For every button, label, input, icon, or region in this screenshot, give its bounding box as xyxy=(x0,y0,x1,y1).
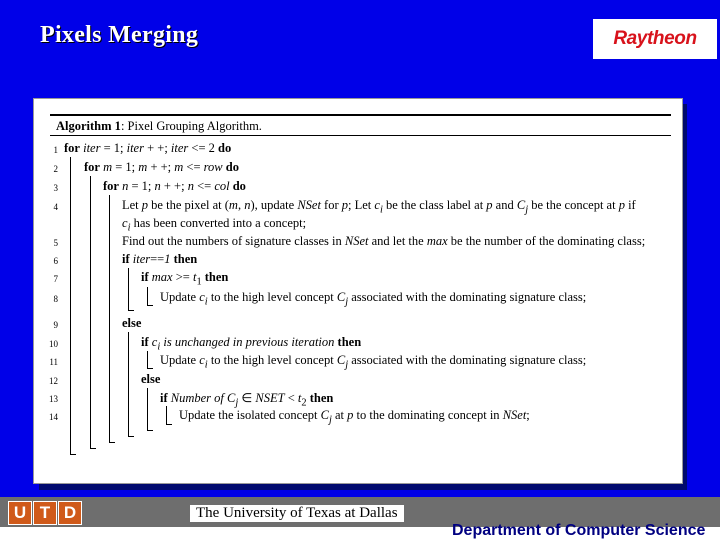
line-number: 7 xyxy=(53,274,58,284)
block-line-if-max xyxy=(147,287,148,305)
code-line-4: Let p be the pixel at (m, n), update NSet for p; Let $c_i$ be the class label at p and $C_j$ be the concept at p if xyxy=(122,198,636,216)
block-end-if-number xyxy=(166,424,172,425)
block-line-if-number xyxy=(166,406,167,424)
block-end-if-unchanged xyxy=(147,368,153,369)
block-end-for-iter xyxy=(70,454,76,455)
algorithm-title xyxy=(56,119,262,134)
top-rule xyxy=(50,114,671,116)
block-line-for-m xyxy=(90,176,91,448)
algorithm-label: Algorithm 1 xyxy=(56,119,121,133)
utd-logo-letter: D xyxy=(58,501,82,525)
university-name: The University of Texas at Dallas xyxy=(190,505,404,522)
code-line-5: Find out the numbers of signature classes in NSet and let the max be the number of the dominating class; xyxy=(122,234,646,248)
block-line-if-unchanged xyxy=(147,351,148,368)
code-line-9: else xyxy=(122,316,142,330)
code-line-10: if $c_i$ is unchanged in previous iteration then xyxy=(141,335,362,353)
line-number: 8 xyxy=(53,294,58,304)
line-number: 12 xyxy=(49,376,58,386)
code-line-2: for m = 1; m + +; m <= row do xyxy=(84,160,239,174)
department-name: Department of Computer Science xyxy=(452,522,706,539)
line-number: 9 xyxy=(53,320,58,330)
code-line-8: Update $c_i$ to the high level concept $C_j$ associated with the dominating signature class; xyxy=(160,290,587,308)
block-end-if-iter xyxy=(128,310,134,311)
line-number: 2 xyxy=(53,164,58,174)
block-end-for-m xyxy=(90,448,96,449)
code-line-7: if $\max >= t_1$ then xyxy=(141,270,229,288)
utd-logo xyxy=(8,501,83,525)
utd-logo-letter: T xyxy=(33,501,57,525)
block-end-else xyxy=(128,436,134,437)
block-line-inner-else xyxy=(147,388,148,430)
block-end-inner-else xyxy=(147,430,153,431)
line-number: 14 xyxy=(49,412,58,422)
code-line-4-cont: $c_i$ has been converted into a concept; xyxy=(122,216,307,234)
code-line-11: Update $c_i$ to the high level concept $C_j$ associated with the dominating signature class; xyxy=(160,353,587,371)
raytheon-logo xyxy=(593,19,717,59)
code-line-1: for iter = 1; iter + +; iter <= 2 do xyxy=(64,141,232,155)
utd-logo-letter: U xyxy=(8,501,32,525)
line-number: 3 xyxy=(53,183,58,193)
line-number: 4 xyxy=(53,202,58,212)
line-number: 10 xyxy=(49,339,58,349)
code-line-13: if Number of $C_j$ ∈ NSET < $t_2$ then xyxy=(160,391,334,409)
line-number: 13 xyxy=(49,394,58,404)
line-number: 1 xyxy=(53,145,58,155)
algorithm-panel xyxy=(33,98,683,484)
line-number: 5 xyxy=(53,238,58,248)
code-line-6: if iter==1 then xyxy=(122,252,198,266)
raytheon-logo-text: Raytheon xyxy=(613,28,697,49)
algorithm-caption: : Pixel Grouping Algorithm. xyxy=(120,119,262,133)
code-line-14: Update the isolated concept $C_j$ at p to the dominating concept in NSet; xyxy=(179,408,530,426)
block-line-else xyxy=(128,332,129,436)
line-number: 6 xyxy=(53,256,58,266)
code-line-12: else xyxy=(141,372,161,386)
block-line-for-iter xyxy=(70,157,71,454)
slide-title: Pixels Merging xyxy=(40,22,199,48)
block-end-if-max xyxy=(147,305,153,306)
title-rule xyxy=(50,135,671,136)
block-line-for-n xyxy=(109,195,110,442)
line-number: 11 xyxy=(49,357,58,367)
code-line-3: for n = 1; n + +; n <= col do xyxy=(103,179,246,193)
block-end-for-n xyxy=(109,442,115,443)
block-line-if-iter xyxy=(128,268,129,310)
